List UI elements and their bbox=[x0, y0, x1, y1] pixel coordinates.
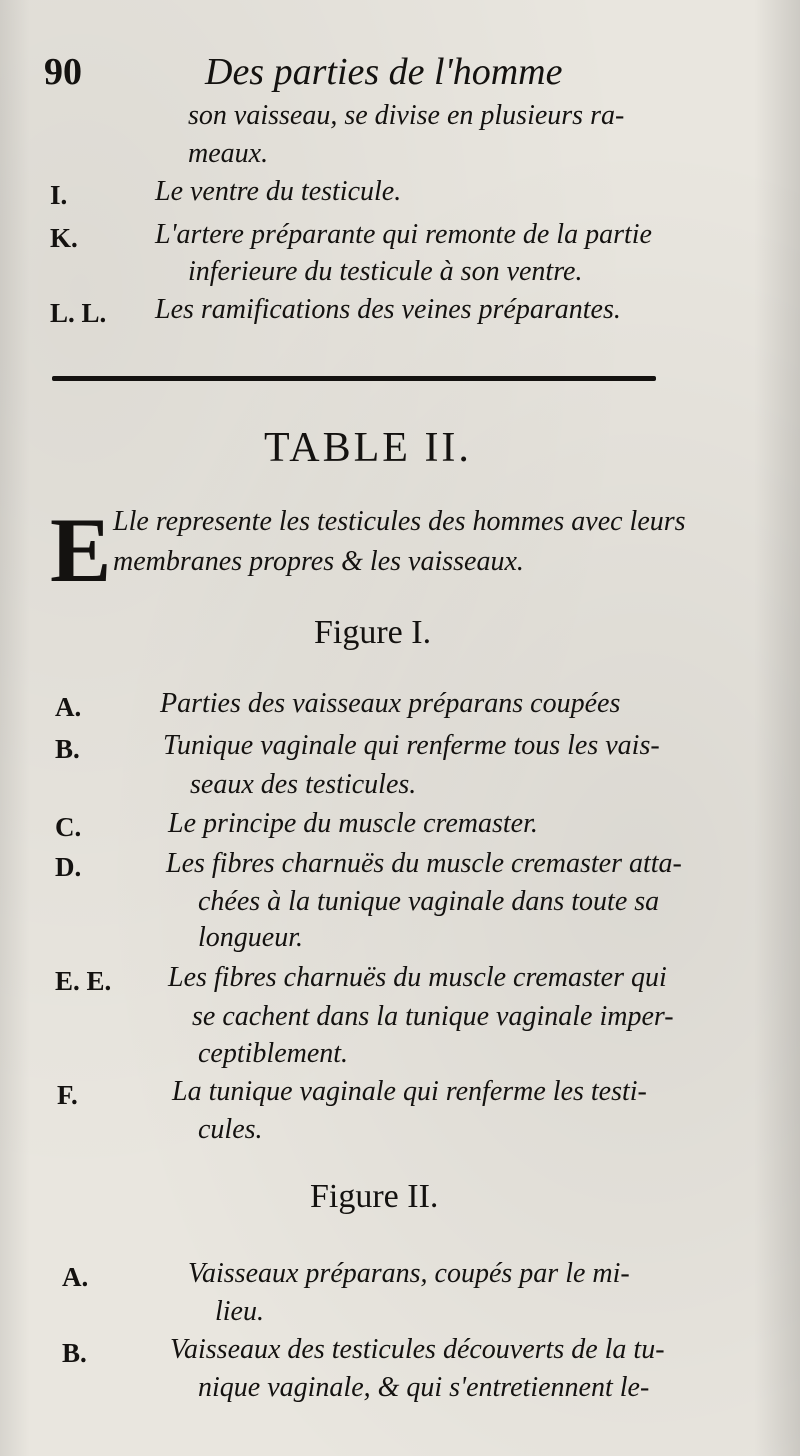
page-number: 90 bbox=[44, 51, 82, 93]
fig1-key-d: D. bbox=[55, 852, 82, 882]
fig1-text-f-line-2: cules. bbox=[198, 1114, 263, 1145]
fig1-text-ee-line-3: ceptiblement. bbox=[198, 1038, 349, 1069]
fig2-key-b: B. bbox=[62, 1338, 87, 1368]
entry-key-i: I. bbox=[50, 180, 68, 210]
intro-line-2: membranes propres & les vaisseaux. bbox=[113, 546, 524, 577]
entry-continuation-line-2: meaux. bbox=[188, 138, 269, 169]
fig1-text-b-line-2: seaux des testicules. bbox=[190, 769, 417, 800]
fig1-key-f: F. bbox=[57, 1080, 78, 1110]
entry-continuation-line-1: son vaisseau, se divise en plusieurs ra- bbox=[188, 100, 625, 131]
entry-text-i: Le ventre du testicule. bbox=[155, 176, 402, 207]
fig1-text-ee-line-2: se cachent dans la tunique vaginale imper- bbox=[192, 1001, 674, 1032]
entry-text-k-line-2: inferieure du testicule à son ventre. bbox=[188, 256, 583, 287]
intro-line-1: Lle represente les testicules des hommes avec leurs bbox=[113, 506, 686, 537]
fig2-text-a-line-1: Vaisseaux préparans, coupés par le mi- bbox=[188, 1258, 630, 1289]
fig2-text-a-line-2: lieu. bbox=[215, 1296, 264, 1327]
drop-cap: E bbox=[50, 499, 112, 601]
figure-1-heading: Figure I. bbox=[314, 614, 432, 651]
table-title: TABLE II. bbox=[264, 425, 472, 471]
running-head: Des parties de l'homme bbox=[205, 51, 563, 93]
section-divider-rule bbox=[52, 376, 656, 381]
fig1-text-d-line-1: Les fibres charnuës du muscle cremaster atta- bbox=[166, 848, 682, 879]
fig1-text-ee-line-1: Les fibres charnuës du muscle cremaster qui bbox=[168, 962, 667, 993]
fig1-text-c: Le principe du muscle cremaster. bbox=[168, 808, 538, 839]
fig1-text-d-line-3: longueur. bbox=[198, 922, 303, 953]
fig1-text-d-line-2: chées à la tunique vaginale dans toute sa bbox=[198, 886, 660, 917]
fig1-text-a: Parties des vaisseaux préparans coupées bbox=[160, 688, 621, 719]
fig2-text-b-line-2: nique vaginale, & qui s'entretiennent le- bbox=[198, 1372, 650, 1403]
fig1-key-b: B. bbox=[55, 734, 80, 764]
fig2-text-b-line-1: Vaisseaux des testicules découverts de la tu- bbox=[170, 1334, 665, 1365]
fig1-key-ee: E. E. bbox=[55, 966, 112, 996]
fig1-key-c: C. bbox=[55, 812, 82, 842]
figure-2-heading: Figure II. bbox=[310, 1178, 439, 1215]
gutter-shadow bbox=[0, 0, 30, 1456]
page-edge-shadow bbox=[754, 0, 800, 1456]
entry-text-k-line-1: L'artere préparante qui remonte de la partie bbox=[155, 219, 652, 250]
fig1-text-b-line-1: Tunique vaginale qui renferme tous les vais- bbox=[163, 730, 660, 761]
fig1-text-f-line-1: La tunique vaginale qui renferme les testi- bbox=[172, 1076, 647, 1107]
entry-key-ll: L. L. bbox=[50, 298, 107, 328]
entry-key-k: K. bbox=[50, 223, 78, 253]
fig2-key-a: A. bbox=[62, 1262, 89, 1292]
fig1-key-a: A. bbox=[55, 692, 82, 722]
entry-text-ll: Les ramifications des veines préparantes. bbox=[155, 294, 621, 325]
